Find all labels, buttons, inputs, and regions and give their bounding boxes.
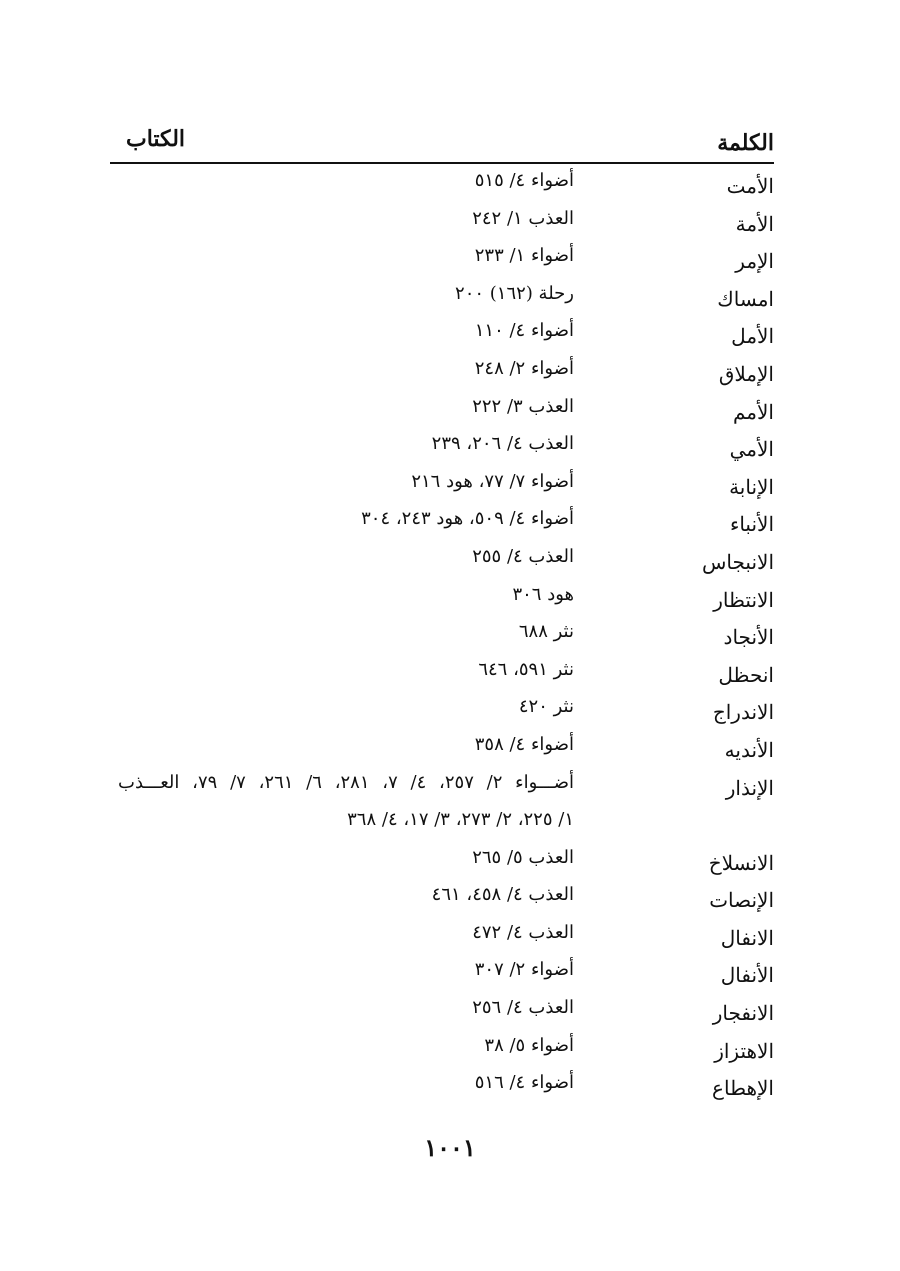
book-reference: أضواء ٤/ ٥١٦ bbox=[474, 1072, 574, 1094]
index-word: الانبجاس bbox=[702, 549, 774, 574]
index-word: الإنابة bbox=[729, 474, 774, 499]
book-reference: أضواء ٤/ ٣٥٨ bbox=[474, 733, 574, 755]
index-entry-row bbox=[110, 770, 774, 808]
index-word: الاهتزاز bbox=[714, 1038, 774, 1063]
index-word: الانفجار bbox=[712, 1001, 774, 1026]
book-reference: أضواء ٧/ ٧٧، هود ٢١٦ bbox=[411, 470, 574, 492]
index-entry-row bbox=[110, 694, 774, 732]
table-header bbox=[110, 126, 774, 164]
index-word: الأنجاد bbox=[723, 625, 774, 650]
index-entry-row bbox=[110, 732, 774, 770]
index-word: الأمم bbox=[733, 399, 774, 424]
index-word: الإهطاع bbox=[712, 1076, 774, 1101]
page-number: ١٠٠١ bbox=[424, 1133, 476, 1162]
index-entry-row bbox=[110, 1033, 774, 1071]
index-entry-row bbox=[110, 1070, 774, 1108]
book-reference: أضواء ٢/ ٢٤٨ bbox=[474, 357, 574, 379]
book-reference: أضواء ٤/ ٥٠٩، هود ٢٤٣، ٣٠٤ bbox=[361, 508, 574, 530]
index-entry-row bbox=[110, 469, 774, 507]
index-entry-row bbox=[110, 431, 774, 469]
book-reference: ١/ ٢٢٥، ٢/ ٢٧٣، ٣/ ١٧، ٤/ ٣٦٨ bbox=[347, 809, 574, 831]
book-reference: العذب ٥/ ٢٦٥ bbox=[472, 846, 574, 868]
index-entry-row bbox=[110, 882, 774, 920]
index-word: الاندراج bbox=[712, 700, 774, 725]
index-entry-row bbox=[110, 845, 774, 883]
index-entry-row bbox=[110, 619, 774, 657]
index-word: الأمت bbox=[726, 174, 774, 198]
index-entry-row bbox=[110, 318, 774, 356]
book-reference: رحلة (١٦٢) ٢٠٠ bbox=[455, 282, 574, 304]
book-reference: العذب ٤/ ٢٠٦، ٢٣٩ bbox=[431, 433, 574, 455]
book-reference: العذب ٣/ ٢٢٢ bbox=[472, 395, 574, 417]
index-entry-row bbox=[110, 807, 774, 845]
book-reference: أضواء ١/ ٢٣٣ bbox=[474, 245, 574, 267]
book-reference: العذب ٤/ ٤٥٨، ٤٦١ bbox=[431, 884, 574, 906]
book-reference: أضواء ٢/ ٣٠٧ bbox=[474, 959, 574, 981]
book-reference: العذب ١/ ٢٤٢ bbox=[472, 207, 574, 229]
index-word: امساك bbox=[717, 286, 774, 311]
index-word: الأمل bbox=[731, 324, 774, 349]
index-entry-row bbox=[110, 394, 774, 432]
index-entries bbox=[110, 168, 774, 1108]
index-entry-row bbox=[110, 957, 774, 995]
index-word: الأنفال bbox=[720, 963, 774, 988]
index-entry-row bbox=[110, 243, 774, 281]
book-reference: نثر ٦٨٨ bbox=[518, 621, 574, 643]
index-word: الإنذار bbox=[725, 775, 774, 800]
word-column-heading: الكلمة bbox=[717, 130, 774, 156]
book-reference: هود ٣٠٦ bbox=[512, 583, 574, 605]
index-word: الانتظار bbox=[713, 587, 774, 612]
index-word: الأنديه bbox=[724, 737, 774, 762]
index-word: الأمة bbox=[735, 211, 774, 236]
index-word: انحظل bbox=[718, 662, 774, 687]
book-reference: أضواء ٤/ ١١٠ bbox=[474, 320, 574, 342]
book-reference: العذب ٤/ ٤٧٢ bbox=[472, 921, 574, 943]
book-reference: نثر ٥٩١، ٦٤٦ bbox=[478, 658, 574, 680]
index-word: الانفال bbox=[720, 925, 774, 950]
index-word: الأنباء bbox=[729, 512, 774, 537]
index-word: الإنصات bbox=[709, 888, 774, 913]
book-reference: نثر ٤٢٠ bbox=[518, 696, 574, 718]
index-entry-row bbox=[110, 281, 774, 319]
index-entry-row bbox=[110, 582, 774, 620]
book-column-heading: الكتاب bbox=[126, 126, 186, 152]
index-entry-row bbox=[110, 168, 774, 206]
index-word: الإملاق bbox=[718, 361, 774, 386]
book-reference: أضـــواء ٢/ ٢٥٧، ٤/ ٧، ٢٨١، ٦/ ٢٦١، ٧/ ٧٩، العـــذب bbox=[118, 771, 575, 793]
book-reference: أضواء ٤/ ٥١٥ bbox=[474, 170, 574, 191]
book-reference: أضواء ٥/ ٣٨ bbox=[484, 1034, 574, 1056]
index-word: الأمي bbox=[729, 437, 774, 462]
index-entry-row bbox=[110, 356, 774, 394]
index-entry-row bbox=[110, 506, 774, 544]
index-word: الانسلاخ bbox=[708, 850, 774, 875]
book-reference: العذب ٤/ ٢٥٥ bbox=[472, 545, 574, 567]
book-reference: العذب ٤/ ٢٥٦ bbox=[472, 997, 574, 1019]
index-entry-row bbox=[110, 995, 774, 1033]
index-word: الإمر bbox=[735, 249, 774, 274]
index-entry-row bbox=[110, 920, 774, 958]
index-entry-row bbox=[110, 657, 774, 695]
index-entry-row bbox=[110, 544, 774, 582]
index-entry-row bbox=[110, 206, 774, 244]
